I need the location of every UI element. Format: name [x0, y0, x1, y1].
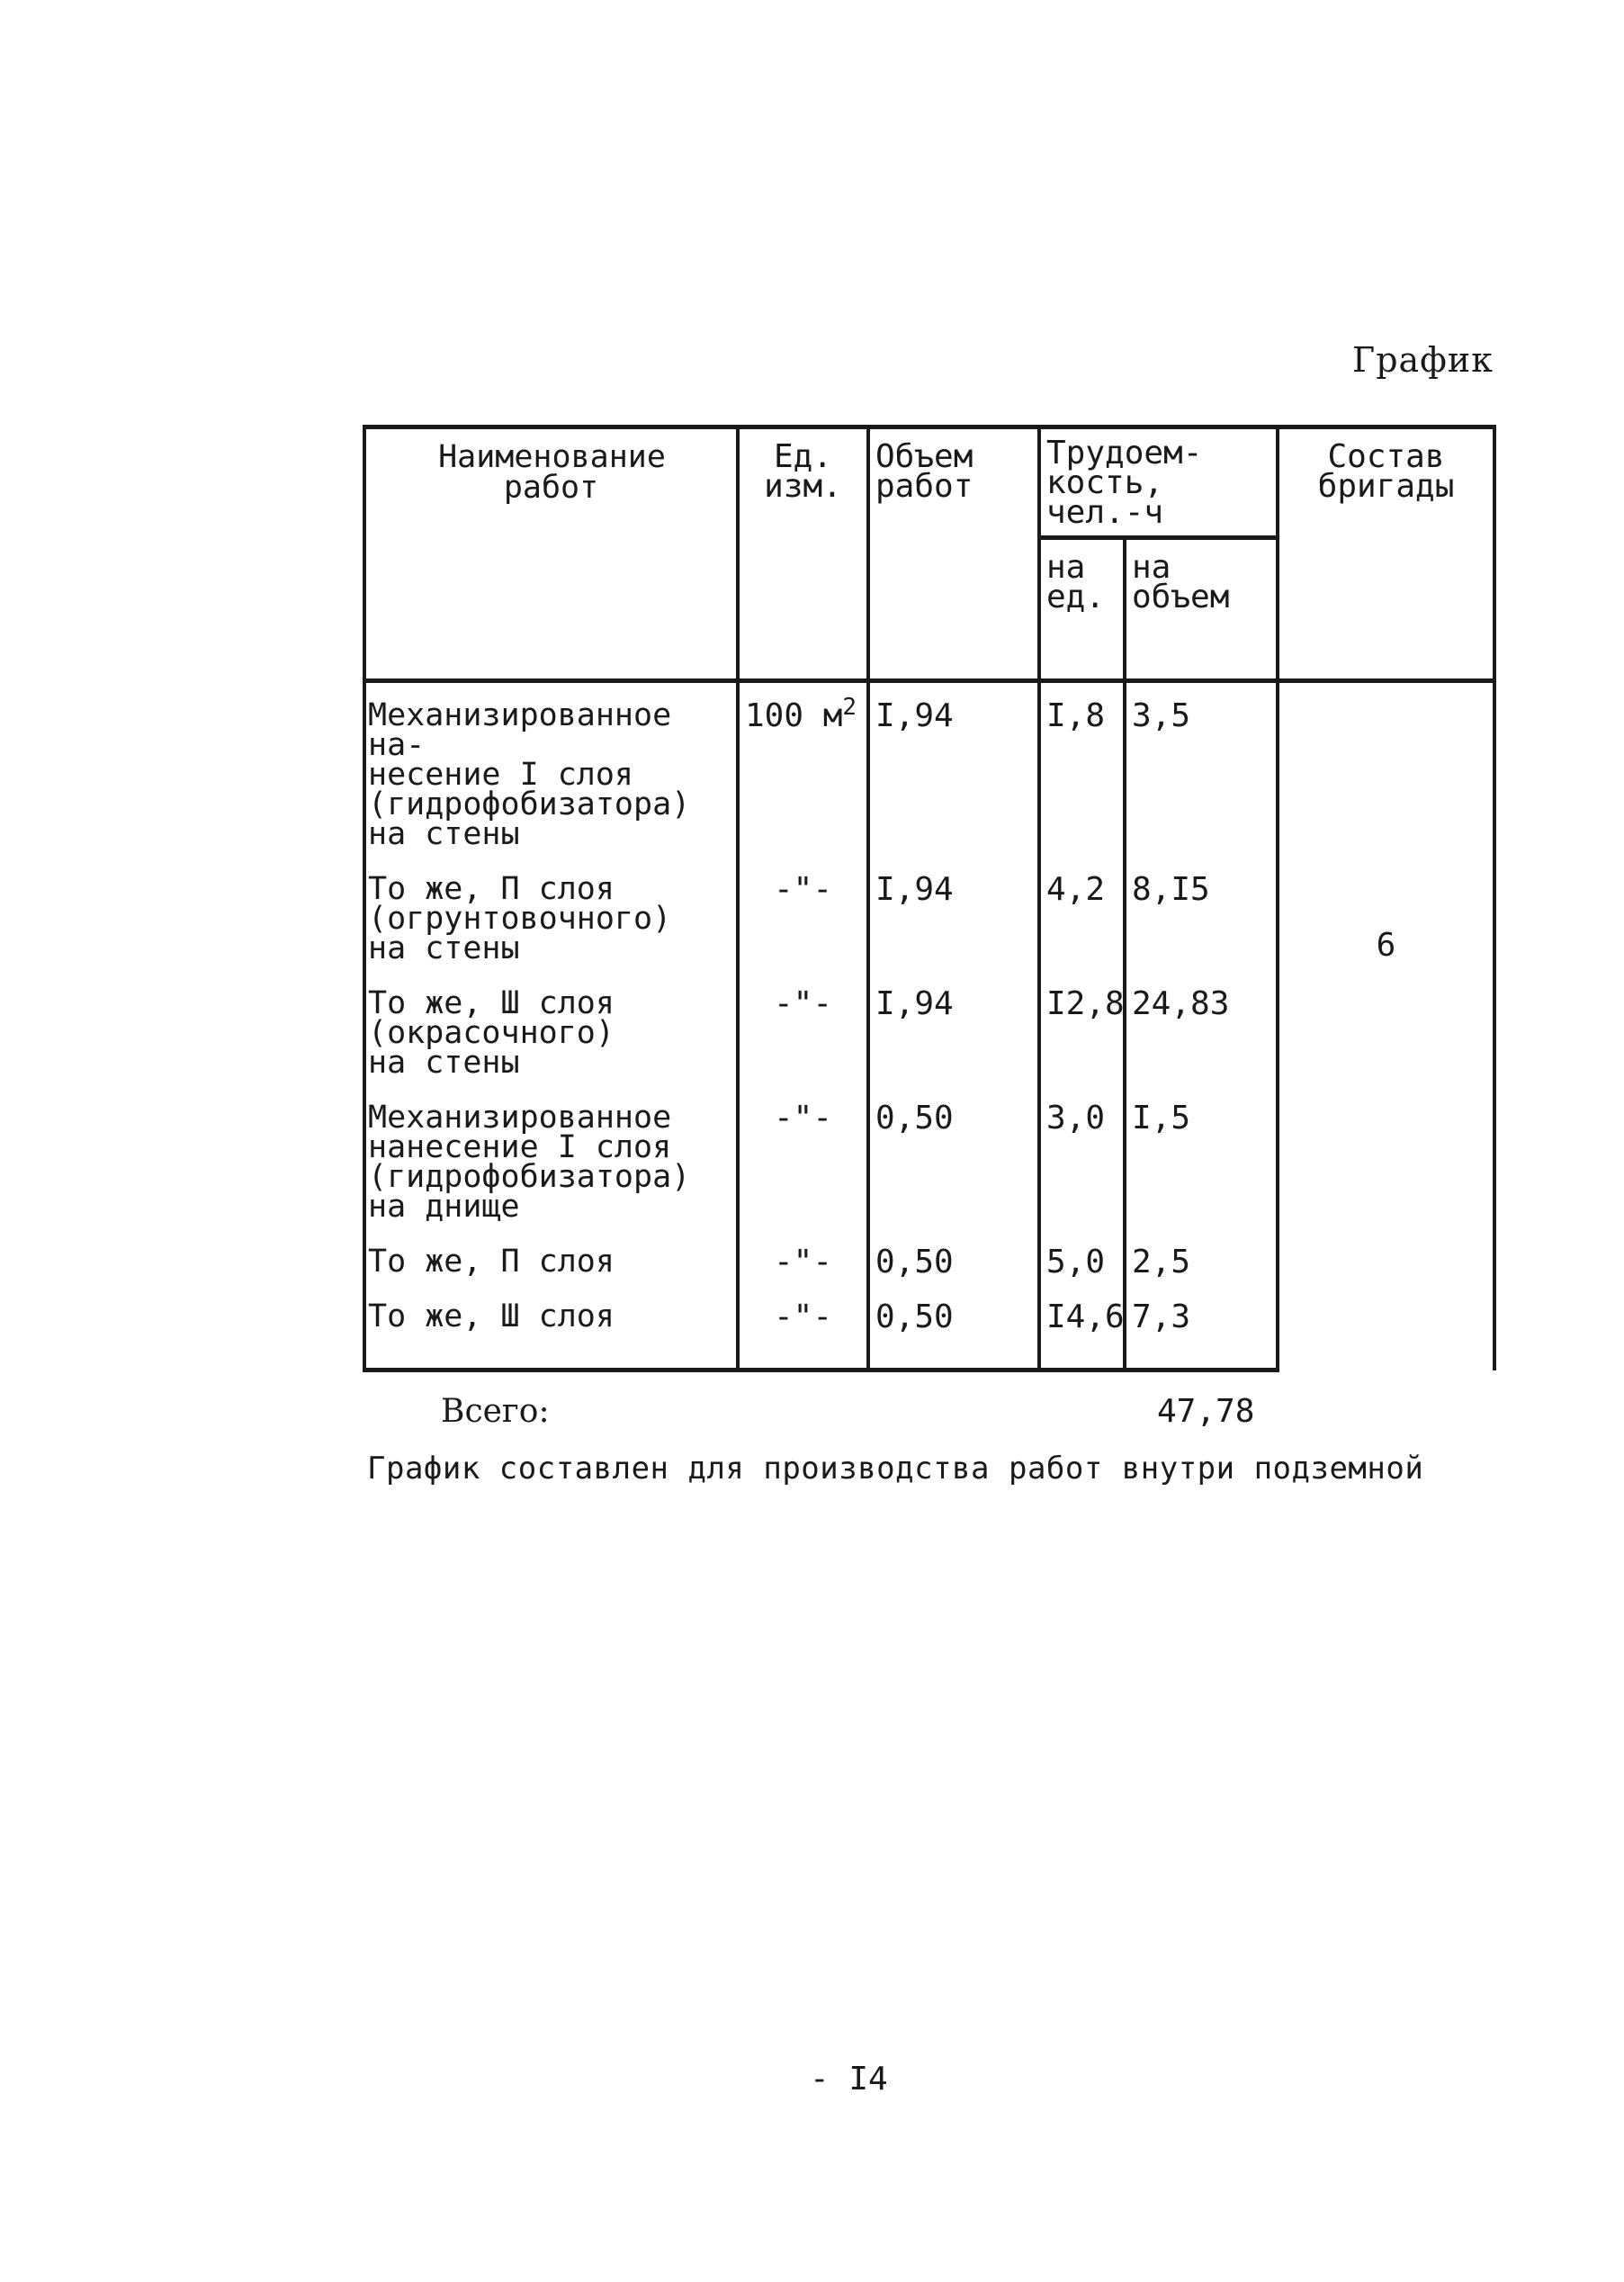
row-labor-per-unit: 3,0 [1039, 1085, 1125, 1229]
row-work-name: То же, Ш слоя (окрасочного) на стены [364, 971, 738, 1085]
row-labor-total: 24,83 [1125, 971, 1278, 1085]
table-row [364, 681, 1494, 858]
row-unit: -"- [738, 1085, 868, 1229]
row-volume: I,94 [868, 971, 1039, 1085]
work-schedule-table [363, 425, 1496, 1372]
row-work-name: Механизированное нанесение I слоя (гидрофобизатора) на днище [364, 1085, 738, 1229]
footnote-text: График составлен для производства работ внутри подземной [367, 1451, 1424, 1487]
row-volume: 0,50 [868, 1284, 1039, 1370]
row-volume: I,94 [868, 681, 1039, 858]
document-label: График [1352, 340, 1494, 380]
row-labor-per-unit: I4,6 [1039, 1284, 1125, 1370]
brigade-size: 6 [1278, 681, 1494, 1370]
total-value: 47,78 [1157, 1393, 1255, 1430]
total-label: Всего: [441, 1393, 550, 1430]
page-number: - I4 [810, 2061, 888, 2098]
header-brigade: Состав бригады [1278, 427, 1494, 681]
header-volume: Объем работ [868, 427, 1039, 681]
row-volume: 0,50 [868, 1229, 1039, 1284]
row-labor-total: 3,5 [1125, 681, 1278, 858]
row-labor-per-unit: I2,8 [1039, 971, 1125, 1085]
row-labor-total: 8,I5 [1125, 857, 1278, 971]
row-work-name: Механизированное на- несение I слоя (гидрофобизатора) на стены [364, 681, 738, 858]
row-labor-per-unit: 5,0 [1039, 1229, 1125, 1284]
row-volume: 0,50 [868, 1085, 1039, 1229]
row-labor-total: 7,3 [1125, 1284, 1278, 1370]
row-labor-per-unit: 4,2 [1039, 857, 1125, 971]
header-unit: Ед. изм. [738, 427, 868, 681]
row-unit: -"- [738, 1284, 868, 1370]
row-unit: -"- [738, 1229, 868, 1284]
row-volume: I,94 [868, 857, 1039, 971]
row-labor-total: I,5 [1125, 1085, 1278, 1229]
header-work-name: Наименование работ [364, 427, 738, 681]
row-unit: -"- [738, 857, 868, 971]
row-labor-total: 2,5 [1125, 1229, 1278, 1284]
header-labor-per-unit: на ед. [1039, 538, 1125, 681]
row-work-name: То же, П слоя [364, 1229, 738, 1284]
row-labor-per-unit: I,8 [1039, 681, 1125, 858]
row-unit: 100 $м^2$ [738, 681, 868, 858]
header-labor-intensity: Трудоем- кость, чел.-ч [1039, 427, 1278, 538]
row-work-name: То же, П слоя (огрунтовочного) на стены [364, 857, 738, 971]
row-unit: -"- [738, 971, 868, 1085]
row-work-name: То же, Ш слоя [364, 1284, 738, 1370]
header-labor-total: на объем [1125, 538, 1278, 681]
